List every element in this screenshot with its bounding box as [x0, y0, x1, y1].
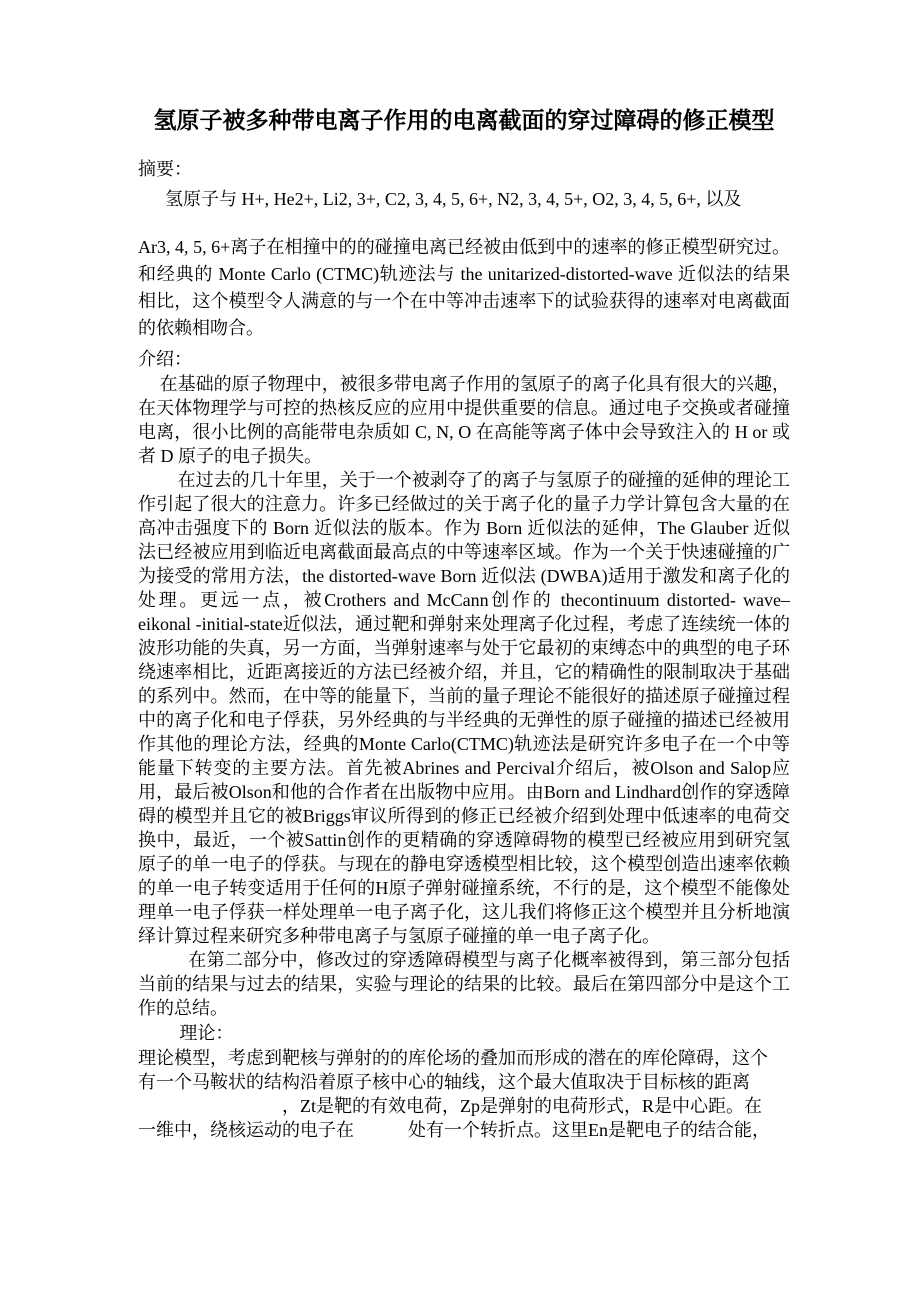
theory-line-1: 理论模型，考虑到靶核与弹射的的库伦场的叠加而形成的潜在的库伦障碍，这个 — [138, 1048, 768, 1068]
theory-line-3: ，Zt是靶的有效电荷，Zp是弹射的电荷形式，R是中心距。在 — [138, 1096, 762, 1116]
theory-line-2: 有一个马鞍状的结构沿着原子核中心的轴线，这个最大值取决于目标核的距离 — [138, 1072, 750, 1092]
theory-heading: 理论： — [179, 1023, 234, 1043]
abstract-first-line: 氢原子与 H+, He2+, Li2, 3+, C2, 3, 4, 5, 6+, N2, 3, 4, 5+, O2, 3, 4, 5, 6+, 以及 — [165, 189, 742, 209]
abstract-heading: 摘要： — [138, 159, 192, 179]
introduction-heading: 介绍： — [138, 349, 192, 369]
document-title: 氢原子被多种带电离子作用的电离截面的穿过障碍的修正模型 — [153, 108, 775, 133]
abstract-body: Ar3, 4, 5, 6+离子在相撞中的的碰撞电离已经被由低到中的速率的修正模型研究过。和经典的 Monte Carlo (CTMC)轨迹法与 the unitarized-distorted-wave 近似法的结果相比，这个模型令人满意的与一个在中等冲击速率下的试验获得的速率对电离截面的依赖相吻合。 — [138, 237, 790, 338]
introduction-paragraph-2: 在过去的几十年里，关于一个被剥夺了的离子与氢原子的碰撞的延伸的理论工作引起了很大的注意力。许多已经做过的关于离子化的量子力学计算包含大量的在高冲击强度下的 Born 近似法的版本。作为 Born 近似法的延伸，The Glauber 近似法已经被应用到临近电离截面最高点的中等速率区域。作为一个关于快速碰撞的广为接受的常用方法，the distorted-wave Born 近似法 (DWBA)适用于激发和离子化的处理。更远一点，被Crothers and McCann创作的 thecontinuum distorted- wave–eikonal -initial-state近似法，通过靶和弹射来处理离子化过程，考虑了连续统一体的波形功能的失真，另一方面，当弹射速率与处于它最初的束缚态中的典型的电子环绕速率相比，近距离接近的方法已经被介绍，并且，它的精确性的限制取决于基础的系列中。然而，在中等的能量下，当前的量子理论不能很好的描述原子碰撞过程中的离子化和电子俘获，另外经典的与半经典的无弹性的原子碰撞的描述已经被用作其他的理论方法，经典的Monte Carlo(CTMC)轨迹法是研究许多电子在一个中等能量下转变的主要方法。首先被Abrines and Percival介绍后，被Olson and Salop应用，最后被Olson和他的合作者在出版物中应用。由Born and Lindhard创作的穿透障碍的模型并且它的被Briggs审议所得到的修正已经被介绍到处理中低速率的电荷交换中，最近，一个被Sattin创作的更精确的穿透障碍物的模型已经被应用到研究氢原子的单一电子的俘获。与现在的静电穿透模型相比较，这个模型创造出速率依赖的单一电子转变适用于任何的H原子弹射碰撞系统，不行的是，这个模型不能像处理单一电子俘获一样处理单一电子离子化，这儿我们将修正这个模型并且分析地演绎计算过程来研究多种带电离子与氢原子碰撞的单一电子离子化。 — [138, 470, 790, 946]
introduction-paragraph-3: 在第二部分中，修改过的穿透障碍模型与离子化概率被得到，第三部分包括当前的结果与过去的结果，实验与理论的结果的比较。最后在第四部分中是这个工作的总结。 — [138, 950, 790, 1018]
theory-paragraph — [138, 1046, 790, 1142]
theory-line-4: 一维中，绕核运动的电子在 处有一个转折点。这里En是靶电子的结合能， — [138, 1120, 770, 1140]
introduction-paragraph-1: 在基础的原子物理中，被很多带电离子作用的氢原子的离子化具有很大的兴趣，在天体物理学与可控的热核反应的应用中提供重要的信息。通过电子交换或者碰撞电离，很小比例的高能带电杂质如 C, N, O 在高能等离子体中会导致注入的 H or 或者 D 原子的电子损失。 — [138, 374, 790, 466]
